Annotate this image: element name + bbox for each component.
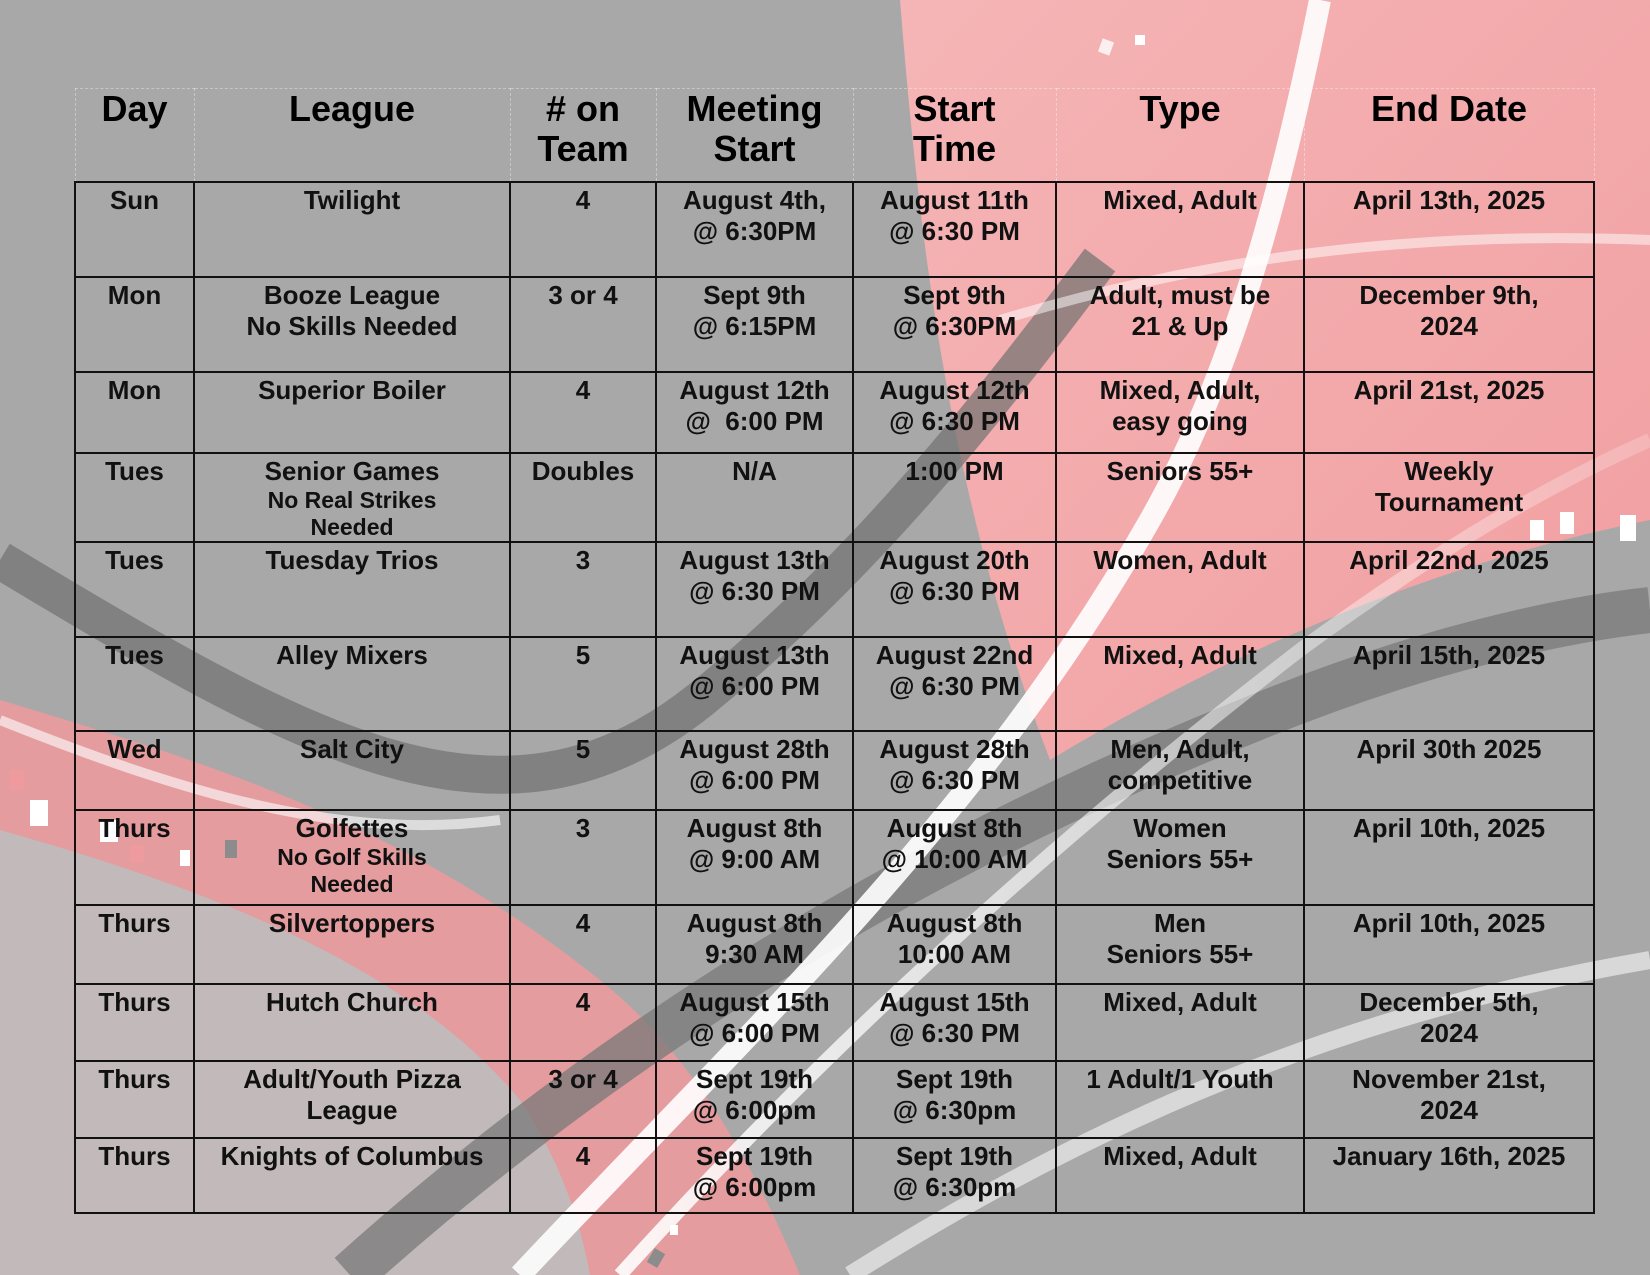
header-end-date: End Date [1304,89,1594,183]
type-cell: 1 Adult/1 Youth [1056,1061,1304,1138]
end-date-cell: December 5th, 2024 [1304,984,1594,1061]
league-cell: Adult/Youth Pizza League [194,1061,510,1138]
start-time-cell: August 20th @ 6:30 PM [853,542,1056,637]
type-cell: Mixed, Adult [1056,984,1304,1061]
day-cell: Thurs [75,1061,194,1138]
meeting-start-cell: August 12th @ 6:00 PM [656,372,853,453]
header-type: Type [1056,89,1304,183]
team-size-cell: 3 or 4 [510,277,656,372]
start-time-cell: August 8th 10:00 AM [853,905,1056,984]
league-cell: Hutch Church [194,984,510,1061]
table-row [75,1061,1594,1138]
meeting-start-cell: August 15th @ 6:00 PM [656,984,853,1061]
team-size-cell: 4 [510,1138,656,1213]
start-time-cell: August 8th @ 10:00 AM [853,810,1056,905]
league-cell: Superior Boiler [194,372,510,453]
team-size-cell: 4 [510,984,656,1061]
team-size-cell: 4 [510,372,656,453]
type-cell: Men Seniors 55+ [1056,905,1304,984]
league-cell: Twilight [194,182,510,277]
meeting-start-cell: Sept 9th @ 6:15PM [656,277,853,372]
start-time-cell: Sept 9th @ 6:30PM [853,277,1056,372]
day-cell: Mon [75,277,194,372]
meeting-start-cell: N/A [656,453,853,542]
end-date-cell: April 30th 2025 [1304,731,1594,810]
team-size-cell: 4 [510,182,656,277]
header-day: Day [75,89,194,183]
meeting-start-cell: August 28th @ 6:00 PM [656,731,853,810]
meeting-start-cell: August 13th @ 6:00 PM [656,637,853,731]
start-time-cell: August 11th @ 6:30 PM [853,182,1056,277]
team-size-cell: 3 [510,542,656,637]
header-row [75,89,1594,183]
day-cell: Sun [75,182,194,277]
table-row [75,984,1594,1061]
league-cell: Knights of Columbus [194,1138,510,1213]
type-cell: Adult, must be 21 & Up [1056,277,1304,372]
end-date-cell: April 21st, 2025 [1304,372,1594,453]
table-row [75,1138,1594,1213]
end-date-cell: November 21st, 2024 [1304,1061,1594,1138]
start-time-cell: August 22nd @ 6:30 PM [853,637,1056,731]
end-date-cell: December 9th, 2024 [1304,277,1594,372]
table-row [75,542,1594,637]
team-size-cell: 3 or 4 [510,1061,656,1138]
header-meeting-start: Meeting Start [656,89,853,183]
start-time-cell: August 15th @ 6:30 PM [853,984,1056,1061]
league-cell: Alley Mixers [194,637,510,731]
team-size-cell: 5 [510,637,656,731]
day-cell: Wed [75,731,194,810]
day-cell: Tues [75,542,194,637]
meeting-start-cell: Sept 19th @ 6:00pm [656,1061,853,1138]
start-time-cell: Sept 19th @ 6:30pm [853,1061,1056,1138]
type-cell: Mixed, Adult [1056,182,1304,277]
day-cell: Mon [75,372,194,453]
meeting-start-cell: Sept 19th @ 6:00pm [656,1138,853,1213]
league-cell: Silvertoppers [194,905,510,984]
team-size-cell: 4 [510,905,656,984]
end-date-cell: January 16th, 2025 [1304,1138,1594,1213]
league-cell: Salt City [194,731,510,810]
table-row [75,731,1594,810]
meeting-start-cell: August 8th 9:30 AM [656,905,853,984]
day-cell: Thurs [75,1138,194,1213]
table-row [75,277,1594,372]
team-size-cell: 5 [510,731,656,810]
header-league: League [194,89,510,183]
type-cell: Mixed, Adult [1056,637,1304,731]
league-cell: Booze League No Skills Needed [194,277,510,372]
league-schedule-table [74,88,1595,1214]
meeting-start-cell: August 4th, @ 6:30PM [656,182,853,277]
type-cell: Men, Adult, competitive [1056,731,1304,810]
table-row [75,453,1594,542]
meeting-start-cell: August 13th @ 6:30 PM [656,542,853,637]
day-cell: Thurs [75,810,194,905]
end-date-cell: April 10th, 2025 [1304,810,1594,905]
type-cell: Seniors 55+ [1056,453,1304,542]
type-cell: Women Seniors 55+ [1056,810,1304,905]
team-size-cell: 3 [510,810,656,905]
type-cell: Women, Adult [1056,542,1304,637]
end-date-cell: April 13th, 2025 [1304,182,1594,277]
league-cell: Golfettes No Golf Skills Needed [194,810,510,905]
start-time-cell: 1:00 PM [853,453,1056,542]
table-row [75,637,1594,731]
start-time-cell: August 12th @ 6:30 PM [853,372,1056,453]
league-cell: Tuesday Trios [194,542,510,637]
table-row [75,372,1594,453]
end-date-cell: April 15th, 2025 [1304,637,1594,731]
meeting-start-cell: August 8th @ 9:00 AM [656,810,853,905]
table-row [75,905,1594,984]
day-cell: Thurs [75,984,194,1061]
table-row [75,810,1594,905]
header-start-time: Start Time [853,89,1056,183]
team-size-cell: Doubles [510,453,656,542]
type-cell: Mixed, Adult, easy going [1056,372,1304,453]
league-cell: Senior Games No Real Strikes Needed [194,453,510,542]
end-date-cell: April 22nd, 2025 [1304,542,1594,637]
day-cell: Tues [75,453,194,542]
end-date-cell: Weekly Tournament [1304,453,1594,542]
header-team-size: # on Team [510,89,656,183]
start-time-cell: August 28th @ 6:30 PM [853,731,1056,810]
day-cell: Tues [75,637,194,731]
table-row [75,182,1594,277]
start-time-cell: Sept 19th @ 6:30pm [853,1138,1056,1213]
day-cell: Thurs [75,905,194,984]
end-date-cell: April 10th, 2025 [1304,905,1594,984]
type-cell: Mixed, Adult [1056,1138,1304,1213]
